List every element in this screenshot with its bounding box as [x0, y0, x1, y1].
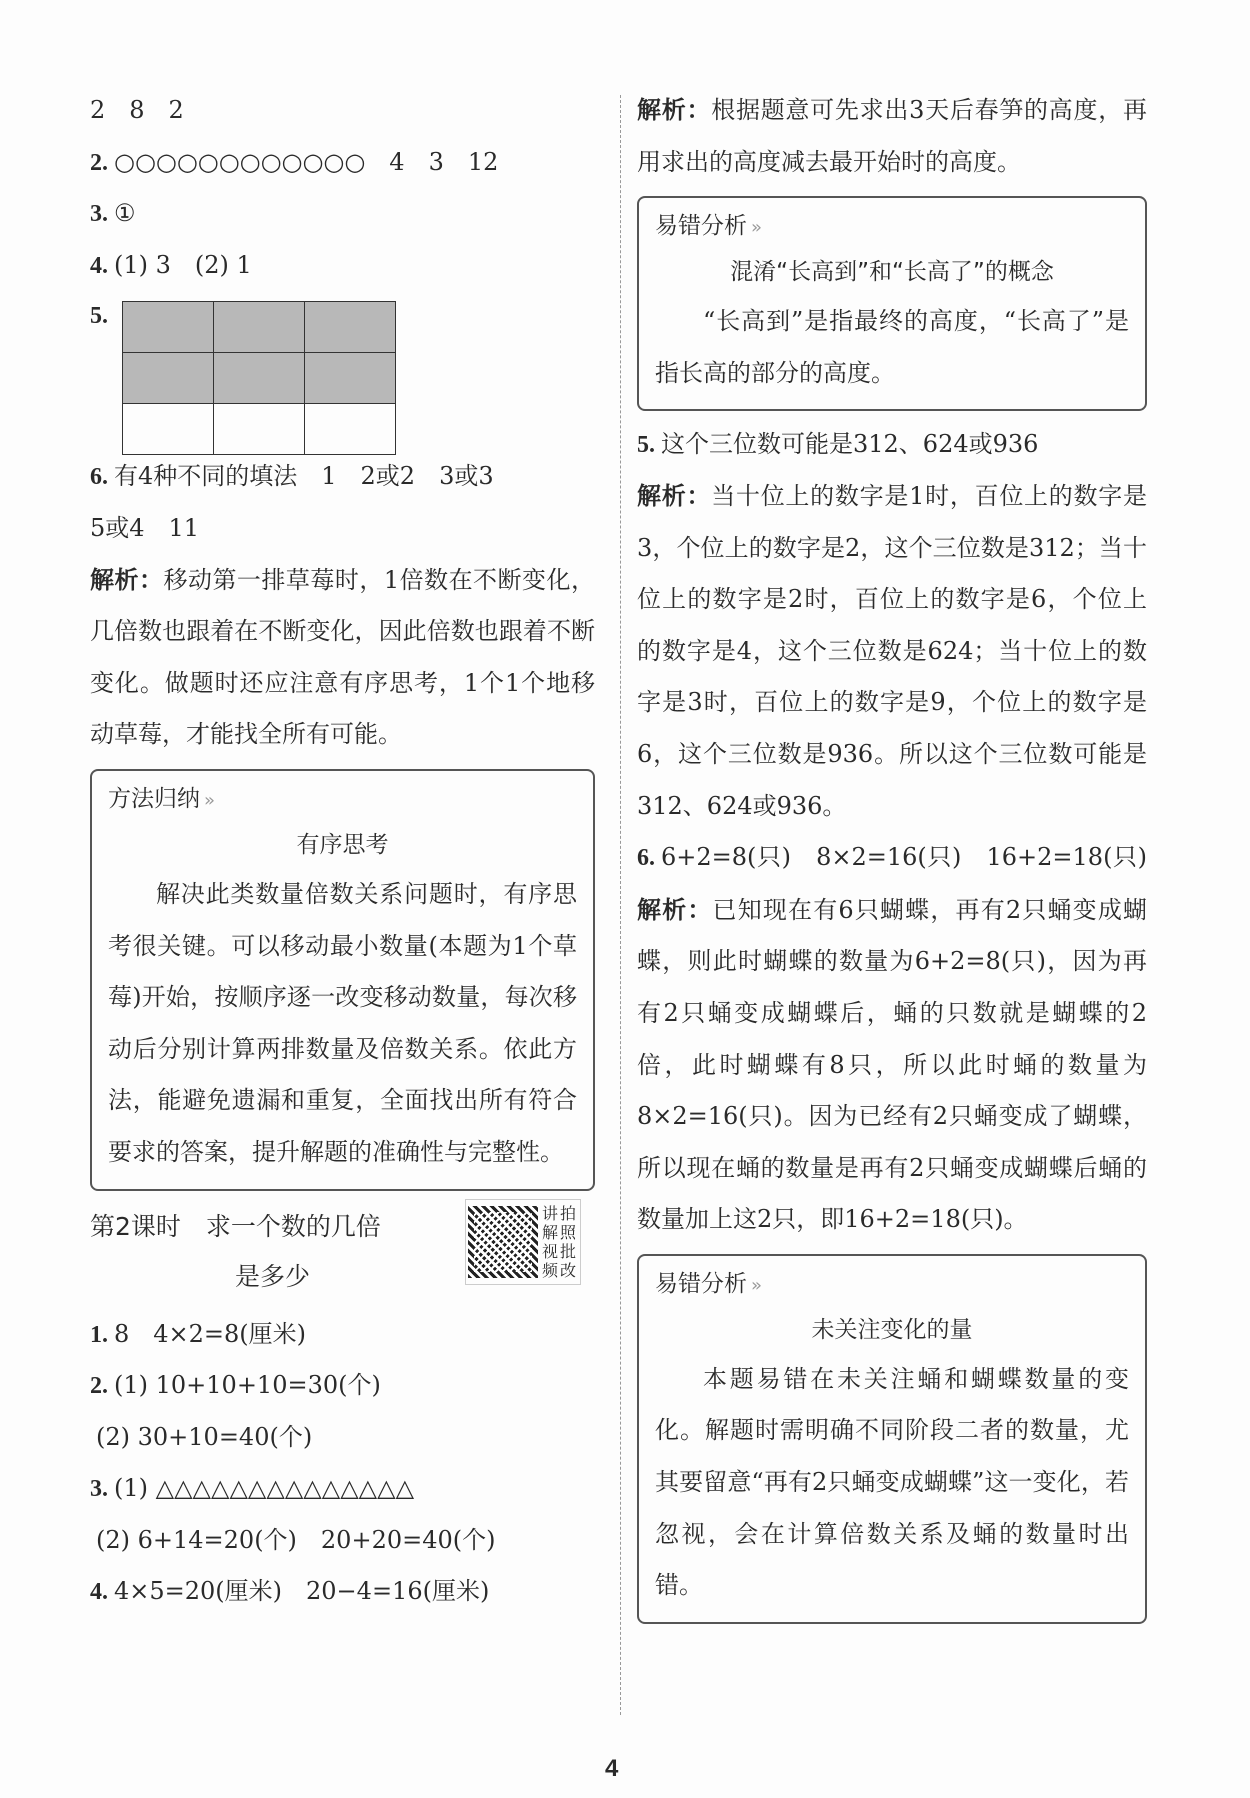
answer-q5: 5. 这个三位数可能是312、624或936	[637, 430, 1039, 459]
error-analysis-box: 易错分析 » 未关注变化的量 本题易错在未关注蛹和蝴蝶数量的变化。解题时需明确不同阶段二者的数量，尤其要留意“再有2只蛹变成蝴蝶”这一变化，若忽视，会在计算倍数关系及蛹的数量时出错。	[637, 1254, 1147, 1624]
double-chevron-icon: »	[204, 789, 216, 811]
method-summary-box: 方法归纳 » 有序思考 解决此类数量倍数关系问题时，有序思考很关键。可以移动最小数量(本题为1个草莓)开始，按顺序逐一改变移动数量，每次移动后分别计算两排数量及倍数关系。依此方法，能避免遗漏和重复，全面找出所有符合要求的答案，提升解题的准确性与完整性。	[90, 769, 595, 1191]
double-chevron-icon: »	[751, 1274, 763, 1296]
box-body: 解决此类数量倍数关系问题时，有序思考很关键。可以移动最小数量(本题为1个草莓)开始，按顺序逐一改变移动数量，每次移动后分别计算两排数量及倍数关系。依此方法，能避免遗漏和重复，全面找出所有符合要求的答案，提升解题的准确性与完整性。	[108, 879, 577, 1166]
analysis: 解析：移动第一排草莓时，1倍数在不断变化，几倍数也跟着在不断变化，因此倍数也跟着不断变化。做题时还应注意有序思考，1个1个地移动草莓，才能找全所有可能。	[90, 565, 595, 749]
answer-line: (2) 6+14=20(个) 20+20=40(个)	[96, 1525, 496, 1554]
answer-line: 1. 8 4×2=8(厘米)	[90, 1319, 307, 1348]
box-body: “长高到”是指最终的高度，“长高了”是指长高的部分的高度。	[655, 307, 1129, 387]
lesson-heading: 第2课时 求一个数的几倍 是多少 讲拍解照视批频改	[90, 1199, 595, 1309]
qr-code-icon[interactable]	[468, 1206, 538, 1278]
answer-line: 2 8 2	[90, 96, 184, 124]
answer-line: 4. 4×5=20(厘米) 20−4=16(厘米)	[90, 1577, 490, 1606]
error-analysis-box: 易错分析 » 混淆“长高到”和“长高了”的概念 “长高到”是指最终的高度，“长高了”是指长高的部分的高度。	[637, 196, 1147, 411]
left-column	[90, 85, 595, 1618]
box-heading: 有序思考	[296, 831, 389, 858]
double-chevron-icon: »	[751, 217, 763, 239]
box-heading: 未关注变化的量	[811, 1316, 973, 1343]
answer-q6-cont: 5或4 11	[90, 513, 200, 542]
analysis: 解析：当十位上的数字是1时，百位上的数字是3，个位上的数字是2，这个三位数是312；当十位上的数字是2时，百位上的数字是6，个位上的数字是4，这个三位数是624；当十位上的数字是3时，百位上的数字是9，个位上的数字是6，这个三位数是936。所以这个三位数可能是312、624或936。	[637, 481, 1147, 820]
box-body: 本题易错在未关注蛹和蝴蝶数量的变化。解题时需明确不同阶段二者的数量，尤其要留意“再有2只蛹变成蝴蝶”这一变化，若忽视，会在计算倍数关系及蛹的数量时出错。	[655, 1364, 1129, 1600]
answer-line: 2. (1) 10+10+10=30(个)	[90, 1371, 381, 1400]
analysis: 解析：根据题意可先求出3天后春笋的高度，再用求出的高度减去最开始时的高度。	[637, 96, 1147, 176]
answer-q5: 5.	[90, 291, 595, 451]
column-divider	[620, 95, 621, 1715]
qr-code-block[interactable]: 讲拍解照视批频改	[465, 1199, 581, 1285]
answer-line: (2) 30+10=40(个)	[96, 1422, 313, 1451]
right-column	[637, 85, 1171, 1632]
answer-q6: 6. 6+2=8(只) 8×2=16(只) 16+2=18(只) 解析：已知现在有6只蝴蝶，再有2只蛹变成蝴蝶，则此时蝴蝶的数量为6+2=8(只)，因为再有2只蛹变成蝴蝶后，蛹的只数就是蝴蝶的2倍，此时蝴蝶有8只，所以此时蛹的数量为8×2=16(只)。因为已经有2只蛹变成了蝴蝶，所以现在蛹的数量是再有2只蛹变成蝴蝶后蛹的数量加上这2只，即16+2=18(只)。	[637, 843, 1171, 1234]
answer-q6: 6. 有4种不同的填法 1 2或2 3或3	[90, 462, 494, 491]
page-number: 4	[605, 1755, 619, 1782]
answer-q3: 3. ①	[90, 199, 136, 228]
answer-line: 3. (1) △△△△△△△△△△△△△△	[90, 1474, 415, 1503]
answer-q4: 4. (1) 3 (2) 1	[90, 250, 252, 279]
shaded-grid-figure	[122, 301, 396, 455]
answer-q2: 2. ○○○○○○○○○○○○ 4 3 12	[90, 147, 499, 176]
box-heading: 混淆“长高到”和“长高了”的概念	[730, 259, 1054, 286]
